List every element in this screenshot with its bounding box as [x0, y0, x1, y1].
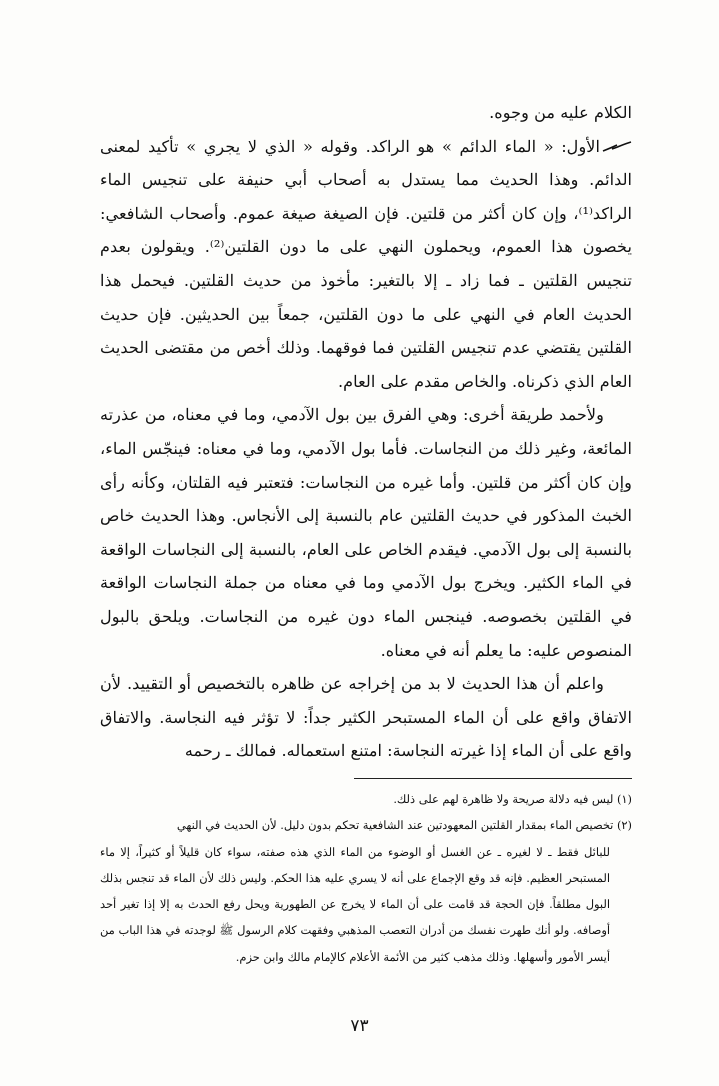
- main-text: [100, 96, 632, 768]
- page-number: ٧٣: [350, 1016, 369, 1036]
- paragraph-know: واعلم أن هذا الحديث لا بد من إخراجه عن ظاهره بالتخصيص أو التقييد. لأن الاتفاق واقع على أن الماء المستبحر الكثير جداً: لا تؤثر فيه النجاسة. والاتفاق واقع على أن الماء إذا غيرته النجاسة: امتنع استعماله. فمالك ـ رحمه: [100, 674, 632, 761]
- intro-line: الكلام عليه من وجوه.: [489, 103, 632, 122]
- section-first: [100, 130, 632, 399]
- footnotes: [100, 786, 632, 970]
- footnote-1: (١) ليس فيه دلالة صريحة ولا ظاهرة لهم على ذلك.: [393, 792, 632, 806]
- footnote-2-continued: للبائل فقط ـ لا لغيره ـ عن الغسل أو الوضوء من الماء الذي هذه صفته، سواء كان قليلاً أو كثيراً، إلا ماء المستبحر العظيم. فإنه قد وقع الإجماع على أنه لا يسري عليه هذا الحكم. وليس ذلك لأن الماء قد تنجس بذلك البول مطلقاً. فإن الحجة قد قامت على أن الماء لا يخرج عن الطهورية ويحل رفع الحدث به إلا إذا تغير أحد أوصافه. ولو أنك طهرت نفسك من أدران التعصب المذهبي وفقهت كلام الرسول ﷺ لوجدته في هذا الباب من أيسر الأمور وأسهلها. وذلك مذهب كثير من الأئمة الأعلام كالإمام مالك وابن حزم.: [100, 844, 610, 964]
- footnote-2: (٢) تخصيص الماء بمقدار القلتين المعهودتين عند الشافعية تحكم بدون دليل. لأن الحديث في النهي: [176, 818, 632, 833]
- paragraph-ahmad: ولأحمد طريقة أخرى: وهي الفرق بين بول الآدمي، وما في معناه، من عذرته المائعة، وغير ذلك من النجاسات. فأما بول الآدمي، وما في معناه: فينجّس الماء، وإن كان أكثر من قلتين. وأما غيره من النجاسات: فتعتبر فيه القلتان، وكأنه رأى الخبث المذكور في حديث القلتين عام بالنسبة إلى الأنجاس. وهذا الحديث خاص بالنسبة إلى بول الآدمي. فيقدم الخاص على العام، بالنسبة إلى النجاسات الواقعة في الماء الكثير. ويخرج بول الآدمي وما في معناه من جملة النجاسات الواقعة في القلتين بخصوصه. فينجس الماء دون غيره من النجاسات. ويلحق بالبول المنصوص عليه: ما يعلم أنه في معناه.: [100, 405, 632, 660]
- footnote-divider: [354, 778, 632, 779]
- section-mark-icon: [602, 140, 632, 154]
- paragraph-first: الأول: « الماء الدائم » هو الراكد. وقوله « الذي لا يجري » تأكيد لمعنى الدائم. وهذا الحديث مما يستدل به أصحاب أبي حنيفة على تنجيس الماء الراكد⁽¹⁾، وإن كان أكثر من قلتين. فإن الصيغة صيغة عموم. وأصحاب الشافعي: يخصون هذا العموم، ويحملون النهي على ما دون القلتين⁽²⁾. ويقولون بعدم تنجيس القلتين ـ فما زاد ـ إلا بالتغير: مأخوذ من حديث القلتين. فيحمل هذا الحديث العام في النهي على ما دون القلتين، جمعاً بين الحديثين. فإن حديث القلتين يقتضي عدم تنجيس القلتين فما فوقهما. وذلك أخص من مقتضى الحديث العام الذي ذكرناه. والخاص مقدم على العام.: [100, 136, 632, 391]
